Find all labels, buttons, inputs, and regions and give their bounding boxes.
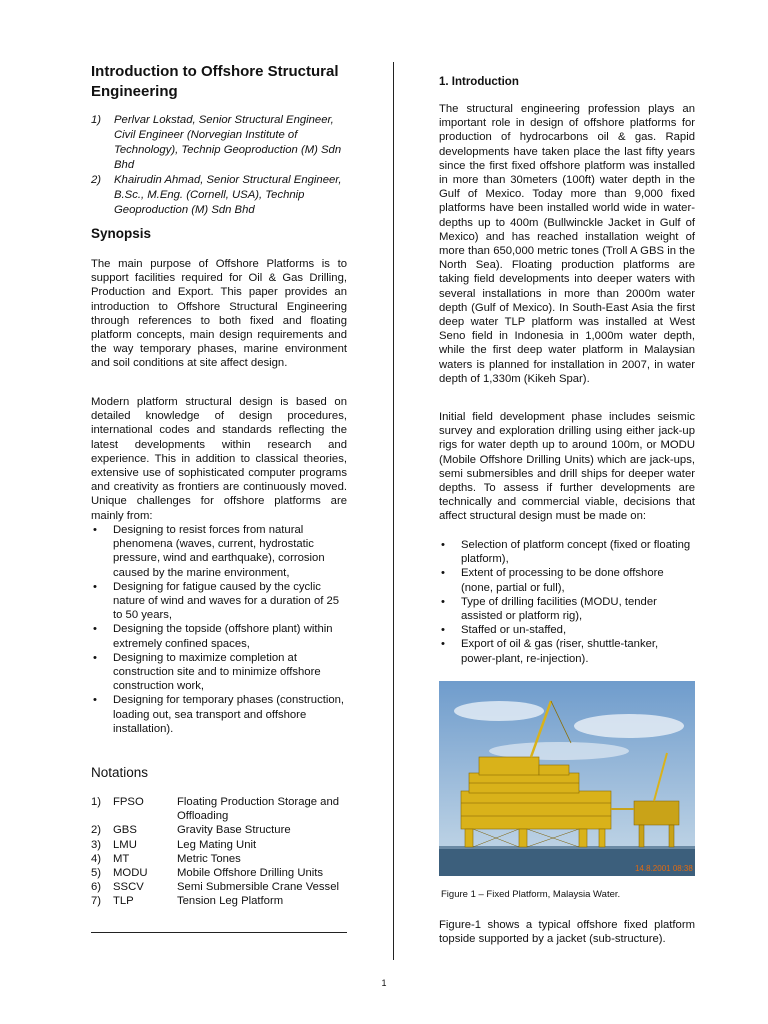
table-row: 6) SSCV Semi Submersible Crane Vessel (91, 881, 339, 894)
author-list (91, 113, 347, 218)
challenges-list (91, 523, 347, 736)
notations-table (91, 795, 347, 909)
author-item: 1) Perlvar Lokstad, Senior Structural Engineer, Civil Engineer (Norvegian Institute of Technology), Technip Geoproduction (M) Sdn Bhd (91, 114, 342, 171)
table-row: 4) MT Metric Tones (91, 852, 241, 865)
table-row: 5) MODU Mobile Offshore Drilling Units (91, 867, 324, 880)
introduction-paragraph-2: Initial field development phase includes seismic survey and exploration drilling using either jack-up rigs for water depth up to around 100m, or MODU (Mobile Offshore Drilling Units) which are jack-ups, semi submersibles and drill ships for deeper water depths. To assess if further developments are technically and commercial viable, decisions that affect structural design must be made on: (439, 411, 695, 523)
introduction-heading: 1. Introduction (439, 76, 519, 88)
page-number: 1 (381, 978, 387, 988)
figure-caption: Figure 1 – Fixed Platform, Malaysia Water. (441, 889, 621, 900)
bullet-icon: • (441, 595, 445, 608)
fixed-platform-photo (439, 681, 695, 876)
bullet-icon: • (441, 638, 445, 651)
bullet-icon: • (441, 539, 445, 551)
bullet-icon: • (441, 624, 445, 637)
table-row: 7) TLP Tension Leg Platform (91, 895, 284, 908)
notations-heading: Notations (91, 765, 149, 780)
introduction-paragraph-1: The structural engineering profession plays an important role in design of offshore platforms for production of hydrocarbons oil & gas. Rapid developments have taken place the last fifty years since the first fixed offshore platform was installed in more than 30meters (100ft) water depth in the Gulf of Mexico. Today more than 9,000 fixed platforms have been installed world wide in water-depths up to 400m (Bullwinckle Jacket in Gulf of Mexico) and has reached installation weight of more than 650,000 metric tones (Troll A GBS in the North Sea). Floating production platforms are taking field developments into deeper waters with several installations in more than 2000m water depth (Gulf of Mexico). In South-East Asia the first deep water TLP platform was installed at West Seno field in Indonesia in 1,000m water depth, while the first deep water platform in Malaysian waters is planned for installation in 2007, in water depth of 1,330m (Kikeh Spar). (439, 103, 695, 385)
list-item: • Export of oil & gas (riser, shuttle-tanker, power-plant, re-injection). (441, 638, 659, 665)
notations-bottom-rule (91, 932, 347, 933)
paper-title: Introduction to Offshore Structural Engineering (91, 63, 339, 100)
bullet-icon: • (93, 524, 97, 536)
list-item: • Extent of processing to be done offshore (none, partial or full), (441, 567, 664, 594)
synopsis-heading: Synopsis (91, 226, 152, 241)
table-row: 3) LMU Leg Mating Unit (91, 838, 257, 851)
bullet-icon: • (93, 580, 97, 593)
list-item: • Staffed or un-staffed, (441, 624, 567, 637)
synopsis-paragraph-2: Modern platform structural design is based on detailed knowledge of design procedures, international codes and standards reflecting the latest developments within research and experience. This in addition to classical theories, extensive use of sophisticated computer programs and creativity as frontiers are continuously moved. Unique challenges for offshore platforms are mainly from: (91, 396, 347, 522)
bullet-icon: • (93, 623, 97, 636)
decisions-list (439, 538, 695, 666)
photo-timestamp: 14.8.2001 08:38 (635, 864, 693, 873)
list-item: • Designing for temporary phases (construction, loading out, sea transport and offshore installation). (93, 694, 345, 735)
author-item: 2) Khairudin Ahmad, Senior Structural Engineer, B.Sc., M.Eng. (Cornell, USA), Technip Geoproduction (M) Sdn Bhd (91, 174, 342, 216)
list-item: • Selection of platform concept (fixed or floating platform), (441, 539, 691, 566)
table-row: 1) FPSO Floating Production Storage and Offloading (91, 796, 340, 823)
synopsis-paragraph-1: The main purpose of Offshore Platforms is to support facilities required for Oil & Gas Drilling, Production and Export. This paper provides an introduction to Offshore Structural Engineering through references to both fixed and floating platform concepts, main design requirements and the way temporary phases, marine environment and soil conditions at site affect design. (91, 258, 347, 370)
introduction-paragraph-3: Figure-1 shows a typical offshore fixed platform topside supported by a jacket (sub-structure). (439, 919, 695, 946)
bullet-icon: • (93, 694, 97, 707)
list-item: • Designing for fatigue caused by the cyclic nature of wind and waves for a duration of 25 to 50 years, (93, 580, 340, 622)
list-item: • Designing the topside (offshore plant) within extremely confined spaces, (93, 623, 333, 650)
bullet-icon: • (93, 651, 97, 664)
list-item: • Type of drilling facilities (MODU, tender assisted or platform rig), (441, 595, 657, 623)
list-item: • Designing to maximize completion at construction site and to minimize offshore construction work, (93, 651, 321, 693)
column-divider (393, 62, 394, 960)
table-row: 2) GBS Gravity Base Structure (91, 824, 291, 837)
bullet-icon: • (441, 567, 445, 580)
list-item: • Designing to resist forces from natural phenomena (waves, current, hydrostatic pressure, wind and earthquake), corrosion caused by the marine environment, (93, 524, 325, 579)
